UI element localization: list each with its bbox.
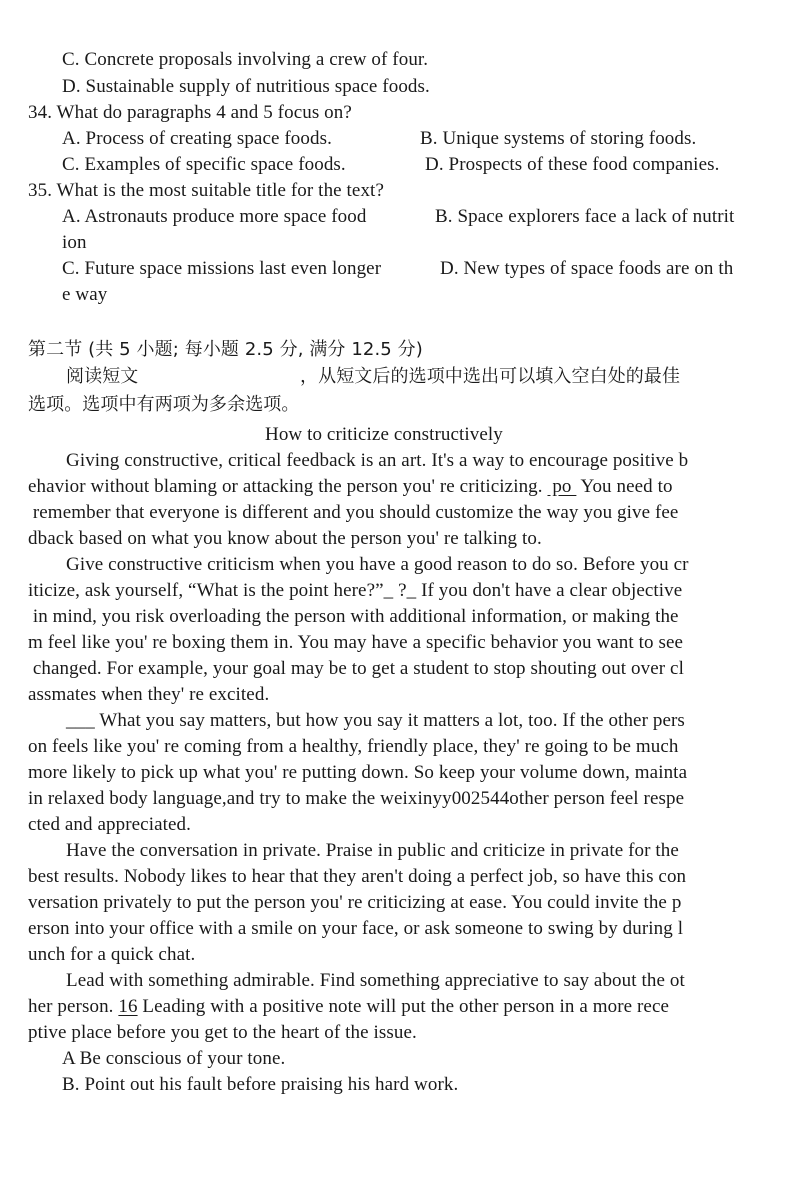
option-a: A Be conscious of your tone. xyxy=(62,1048,286,1069)
q35-option-d-wrap: e way xyxy=(62,284,108,305)
p2-line: in mind, you risk overloading the person with additional information, or making the xyxy=(28,606,679,627)
q35-option-c: C. Future space missions last even longer xyxy=(62,258,382,279)
q33-option-d: D. Sustainable supply of nutritious space foods. xyxy=(62,76,430,97)
p1-text: ehavior without blaming or attacking the person you' re criticizing. xyxy=(28,476,548,497)
p2-line xyxy=(28,578,682,604)
p3-line xyxy=(66,708,685,734)
option-b: B. Point out his fault before praising his hard work. xyxy=(62,1074,459,1095)
p3-line: cted and appreciated. xyxy=(28,814,191,835)
blank-question: _ ?_ xyxy=(383,580,417,601)
p1-line: Giving constructive, critical feedback is an art. It's a way to encourage positive b xyxy=(66,450,689,471)
p1-text: You need to xyxy=(576,476,673,497)
p2-text: iticize, ask yourself, “What is the point here?” xyxy=(28,580,384,601)
blank-16: 16 xyxy=(118,996,138,1017)
p3-line: in relaxed body language,and try to make the weixinyy002544other person feel respe xyxy=(28,788,685,809)
q35-option-a: A. Astronauts produce more space food xyxy=(62,206,367,227)
section-header: 第二节 (共 5 小题; 每小题 2.5 分, 满分 12.5 分) xyxy=(28,339,423,360)
p3-text: What you say matters, but how you say it matters a lot, too. If the other pers xyxy=(94,710,685,731)
p2-text: If you don't have a clear objective xyxy=(416,580,683,601)
q34-option-c: C. Examples of specific space foods. xyxy=(62,154,346,175)
blank-po: po xyxy=(547,476,577,497)
p2-line: assmates when they' re excited. xyxy=(28,684,270,705)
p4-line: best results. Nobody likes to hear that they aren't doing a perfect job, so have this con xyxy=(28,866,687,887)
q34-option-d: D. Prospects of these food companies. xyxy=(425,154,720,175)
p5-text: her person. xyxy=(28,996,119,1017)
p5-text: Leading with a positive note will put the other person in a more rece xyxy=(137,996,670,1017)
q34-stem: 34. What do paragraphs 4 and 5 focus on? xyxy=(28,102,352,123)
p4-line: Have the conversation in private. Praise in public and criticize in private for the xyxy=(66,840,679,861)
q35-option-b-wrap: ion xyxy=(62,232,87,253)
p1-line: remember that everyone is different and you should customize the way you give fee xyxy=(28,502,679,523)
q35-option-d: D. New types of space foods are on th xyxy=(440,258,734,279)
q35-option-b: B. Space explorers face a lack of nutrit xyxy=(435,206,735,227)
q35-stem: 35. What is the most suitable title for the text? xyxy=(28,180,384,201)
p1-line xyxy=(28,474,673,500)
q34-option-a: A. Process of creating space foods. xyxy=(62,128,332,149)
p4-line: erson into your office with a smile on your face, or ask someone to swing by during l xyxy=(28,918,684,939)
p2-line: m feel like you' re boxing them in. You may have a specific behavior you want to see xyxy=(28,632,684,653)
blank-p3: ___ xyxy=(66,710,95,731)
p4-line: unch for a quick chat. xyxy=(28,944,196,965)
p3-line: on feels like you' re coming from a healthy, friendly place, they' re going to be much xyxy=(28,736,679,757)
q33-option-c: C. Concrete proposals involving a crew of four. xyxy=(62,49,429,70)
p5-line: ptive place before you get to the heart of the issue. xyxy=(28,1022,417,1043)
instruction-line2: 选项。选项中有两项为多余选项。 xyxy=(28,394,300,415)
p2-line: changed. For example, your goal may be to get a student to stop shouting out over cl xyxy=(28,658,684,679)
instruction-part2: ，从短文后的选项中选出可以填入空白处的最佳 xyxy=(300,366,681,387)
p1-line: dback based on what you know about the person you' re talking to. xyxy=(28,528,542,549)
p3-line: more likely to pick up what you' re putting down. So keep your volume down, mainta xyxy=(28,762,688,783)
q34-option-b: B. Unique systems of storing foods. xyxy=(420,128,697,149)
p2-line: Give constructive criticism when you have a good reason to do so. Before you cr xyxy=(66,554,689,575)
p4-line: versation privately to put the person you' re criticizing at ease. You could invite the p xyxy=(28,892,682,913)
p5-line: Lead with something admirable. Find something appreciative to say about the ot xyxy=(66,970,685,991)
p5-line xyxy=(28,994,669,1020)
passage-title: How to criticize constructively xyxy=(265,424,503,445)
instruction-part1: 阅读短文 xyxy=(66,366,139,387)
